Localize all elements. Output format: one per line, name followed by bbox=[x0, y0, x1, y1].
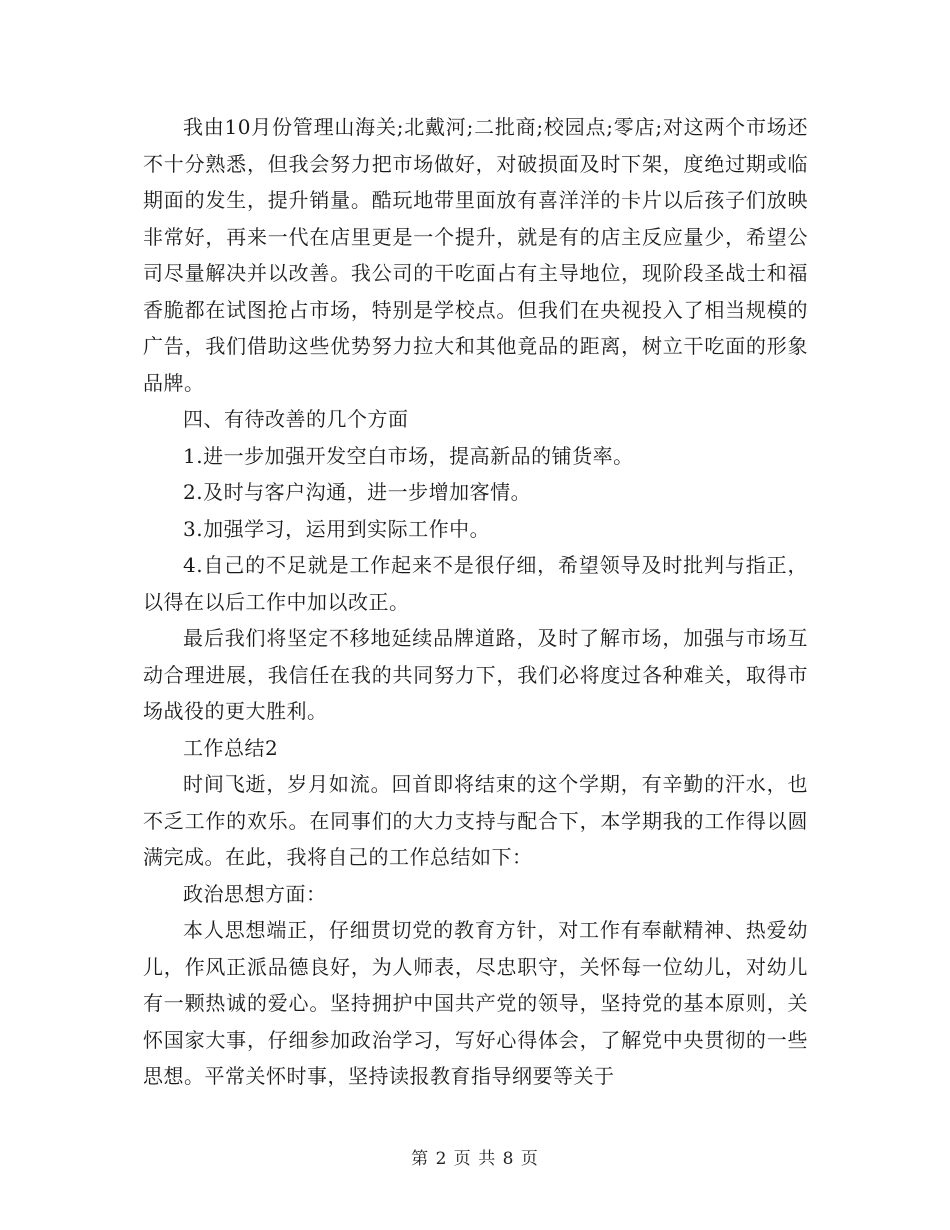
heading-political-thought: 政治思想方面： bbox=[183, 881, 327, 906]
paragraph-political-thought: 本人思想端正，仔细贯切党的教育方针，对工作有奉献精神、热爱幼儿，作风正派品德良好，为人师表，尽忠职守，关怀每一位幼儿，对幼儿有一颗热诚的爱心。坚持拥护中国共产党的领导，坚持党的基本原则，关怀国家大事，仔细参加政治学习，写好心得体会，了解党中央贯彻的一些思想。平常关怀时事，坚持读报教育指导纲要等关于 bbox=[143, 918, 808, 1088]
heading-improvement-areas: 四、有待改善的几个方面 bbox=[183, 407, 409, 431]
list-item-3: 3.加强学习，运用到实际工作中。 bbox=[183, 516, 491, 541]
paragraph-market-management: 我由10月份管理山海关;北戴河;二批商;校园点;零店;对这两个市场还不十分熟悉，但我会努力把市场做好，对破损面及时下架，度绝过期或临期面的发生，提升销量。酷玩地带里面放有喜洋洋的卡片以后孩子们放映非常好，再来一代在店里更是一个提升，就是有的店主反应量少，希望公司尽量解决并以改善。我公司的干吃面占有主导地位，现阶段圣战士和福香脆都在试图抢占市场，特别是学校点。但我们在央视投入了相当规模的广告，我们借助这些优势努力拉大和其他竟品的距离，树立干吃面的形象品牌。 bbox=[143, 115, 808, 395]
list-item-1: 1.进一步加强开发空白市场，提高新品的铺货率。 bbox=[183, 443, 634, 468]
heading-work-summary-2: 工作总结2 bbox=[183, 735, 279, 760]
list-item-4: 4.自己的不足就是工作起来不是很仔细，希望领导及时批判与指正，以得在以后工作中加以改正。 bbox=[143, 553, 808, 614]
page-number-footer: 第 2 页 共 8 页 bbox=[411, 1149, 539, 1169]
list-item-2: 2.及时与客户沟通，进一步增加客情。 bbox=[183, 480, 532, 504]
paragraph-semester-review: 时间飞逝，岁月如流。回首即将结束的这个学期，有辛勤的汗水，也不乏工作的欢乐。在同事们的大力支持与配合下，本学期我的工作得以圆满完成。在此，我将自己的工作总结如下： bbox=[143, 772, 808, 869]
paragraph-conclusion: 最后我们将坚定不移地延续品牌道路，及时了解市场，加强与市场互动合理进展，我信任在我的共同努力下，我们必将度过各种难关，取得市场战役的更大胜利。 bbox=[143, 626, 808, 723]
document-body bbox=[143, 109, 808, 1095]
